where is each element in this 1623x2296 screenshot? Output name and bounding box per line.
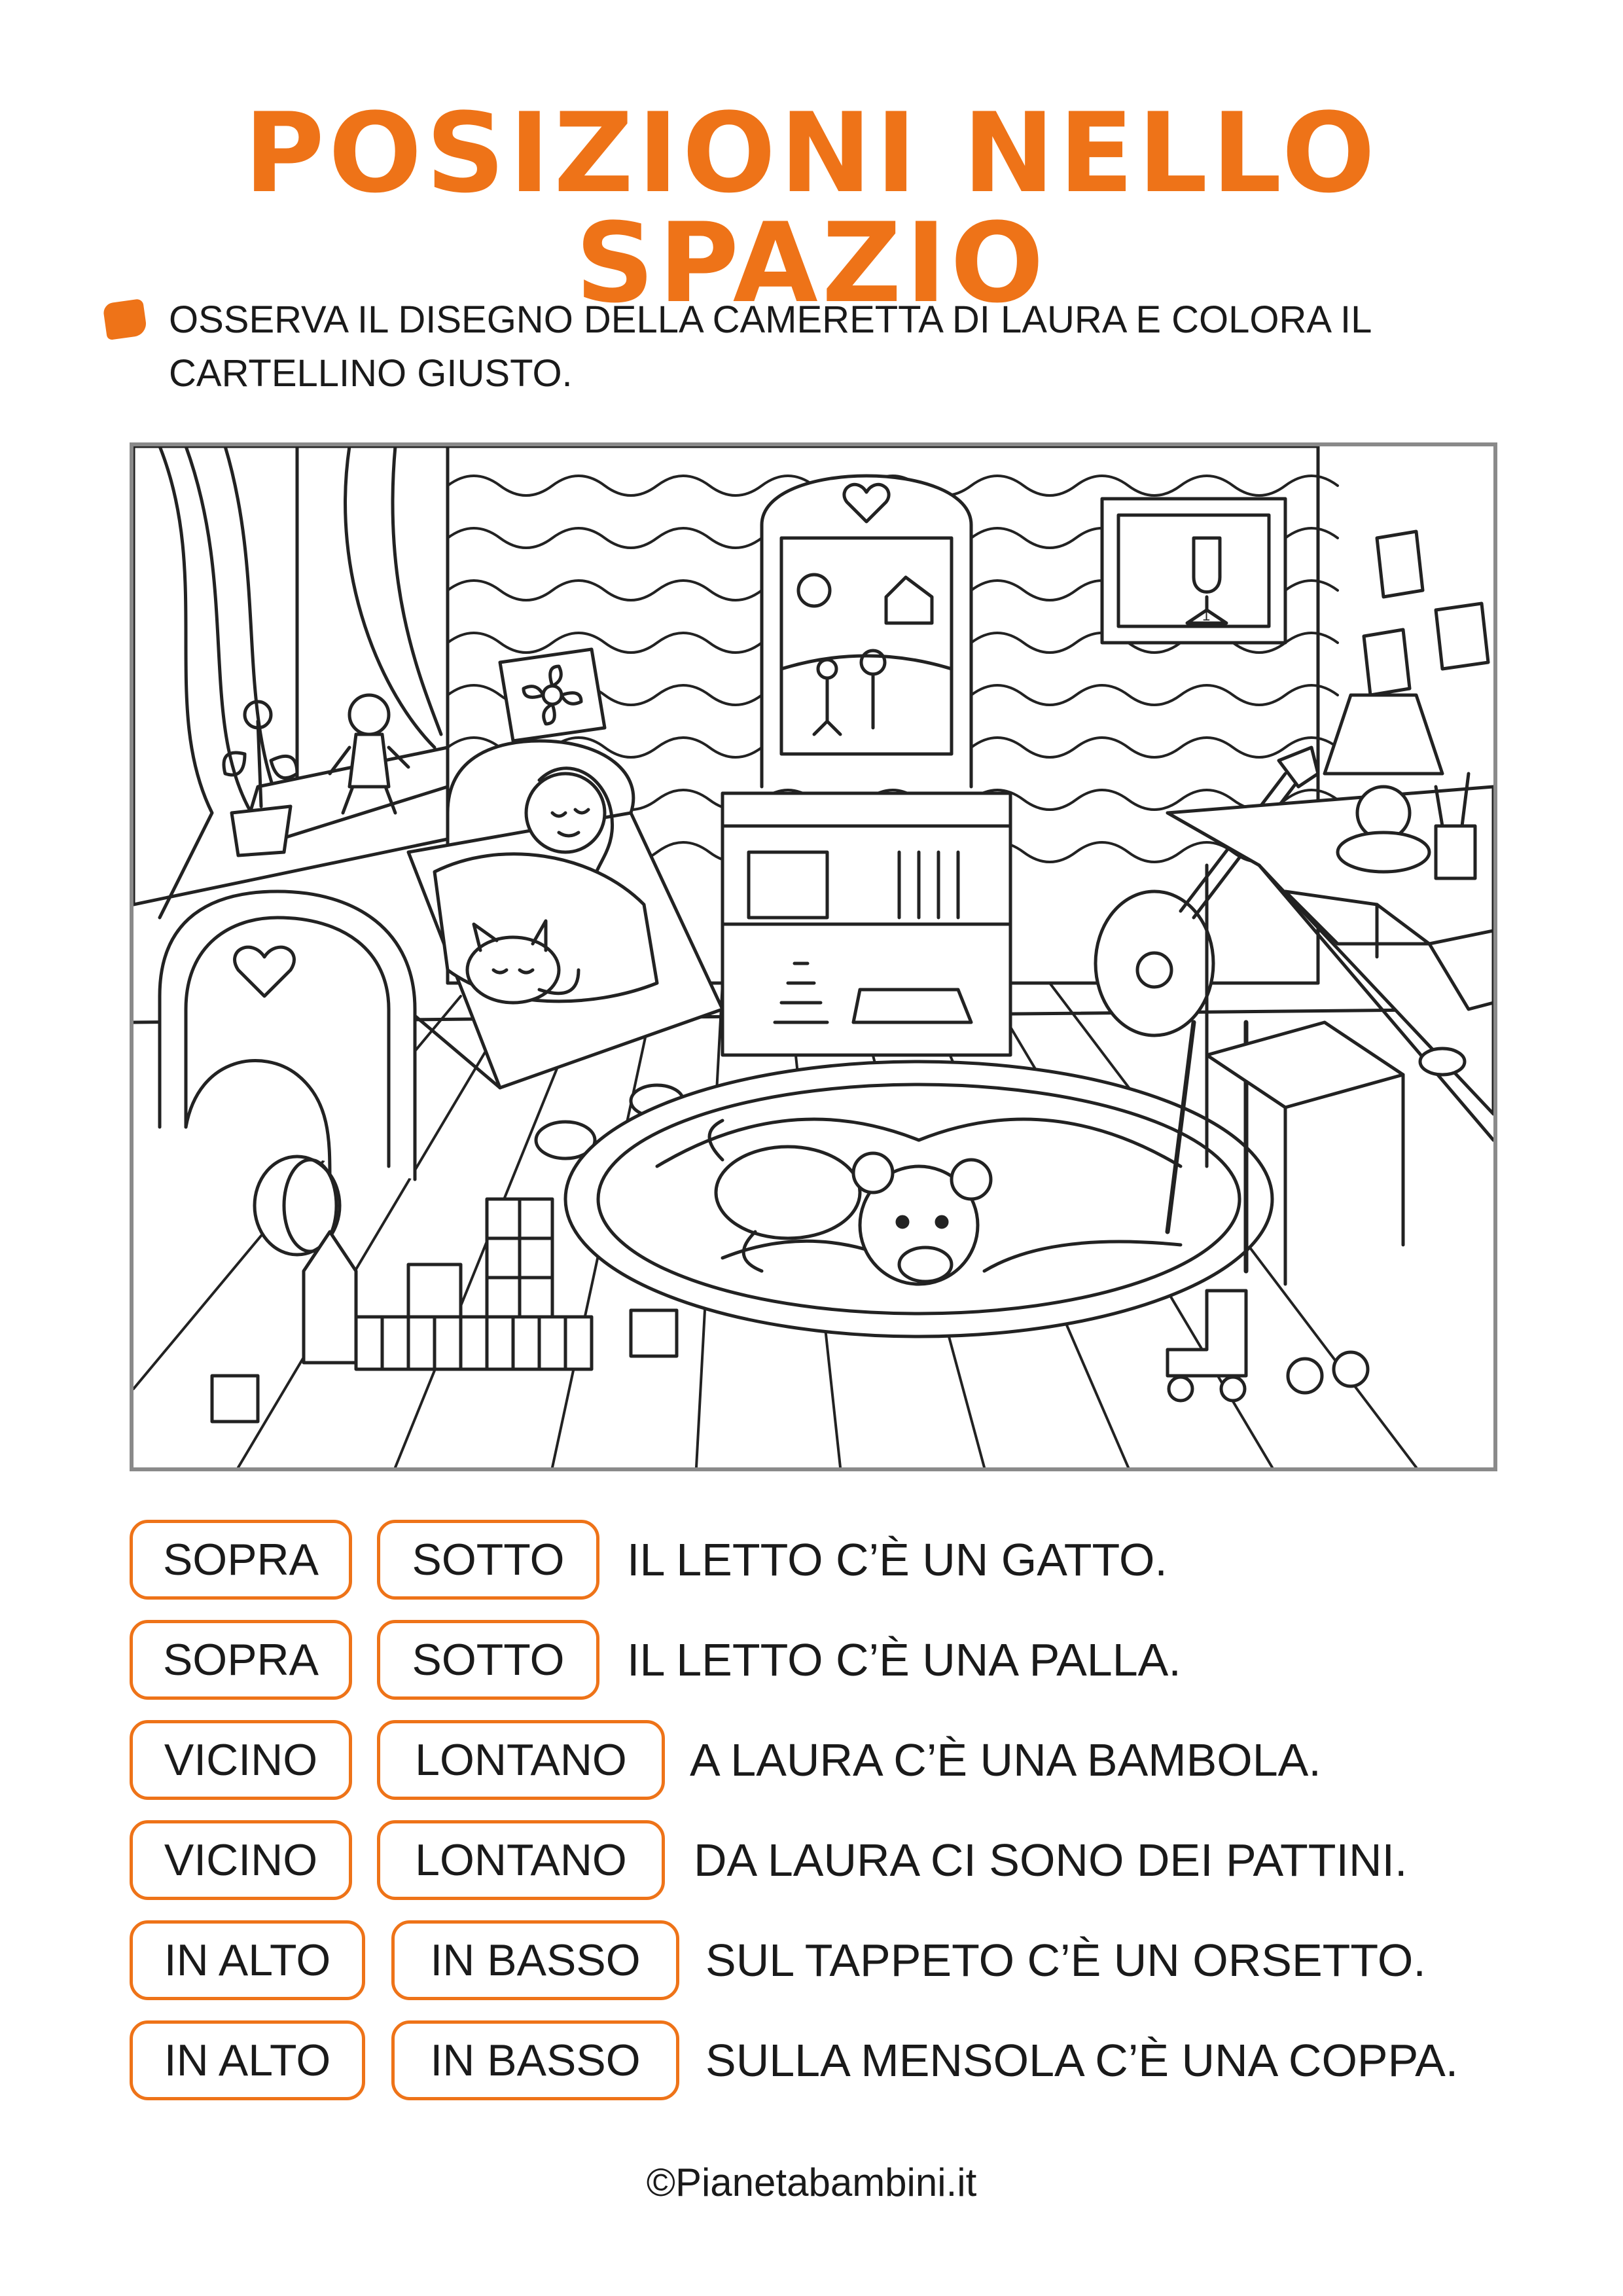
- option-a-button[interactable]: VICINO: [130, 1820, 352, 1900]
- flower-drawing: [500, 649, 605, 741]
- trophy-shelf: [1102, 499, 1285, 643]
- exercise-sentence: SULLA MENSOLA C’È UNA COPPA.: [705, 2035, 1459, 2086]
- wall-notes: [1364, 531, 1488, 695]
- exercise-sentence: A LAURA C’È UNA BAMBOLA.: [690, 1734, 1321, 1785]
- option-a-button[interactable]: IN ALTO: [130, 1920, 365, 2000]
- instructions-text: OSSERVA IL DISEGNO DELLA CAMERETTA DI LAURA E COLORA IL CARTELLINO GIUSTO.: [169, 298, 1371, 395]
- option-b-button[interactable]: SOTTO: [377, 1620, 599, 1700]
- exercise-sentence: SUL TAPPETO C’È UN ORSETTO.: [705, 1935, 1426, 1986]
- option-b-button[interactable]: LONTANO: [377, 1720, 665, 1800]
- roller-skate: [1168, 1291, 1368, 1401]
- bullet-icon: [102, 298, 147, 340]
- option-a-button[interactable]: SOPRA: [130, 1620, 352, 1700]
- bedroom-illustration: [130, 442, 1497, 1471]
- copyright-footer: ©Pianetabambini.it: [646, 2161, 977, 2204]
- exercise-sentence: IL LETTO C’È UN GATTO.: [627, 1534, 1168, 1585]
- window: [134, 446, 448, 918]
- option-b-button[interactable]: LONTANO: [377, 1820, 665, 1900]
- trophy-number: 1: [1202, 607, 1211, 624]
- page-title: POSIZIONI NELLO SPAZIO: [243, 89, 1380, 327]
- cabinet: [722, 476, 1010, 1055]
- option-b-button[interactable]: IN BASSO: [391, 2020, 679, 2100]
- option-a-button[interactable]: VICINO: [130, 1720, 352, 1800]
- option-b-button[interactable]: IN BASSO: [391, 1920, 679, 2000]
- option-a-button[interactable]: IN ALTO: [130, 2020, 365, 2100]
- exercise-sentence: IL LETTO C’È UNA PALLA.: [627, 1634, 1181, 1685]
- option-b-button[interactable]: SOTTO: [377, 1520, 599, 1600]
- option-a-button[interactable]: SOPRA: [130, 1520, 352, 1600]
- exercise-sentence: DA LAURA CI SONO DEI PATTINI.: [694, 1835, 1408, 1886]
